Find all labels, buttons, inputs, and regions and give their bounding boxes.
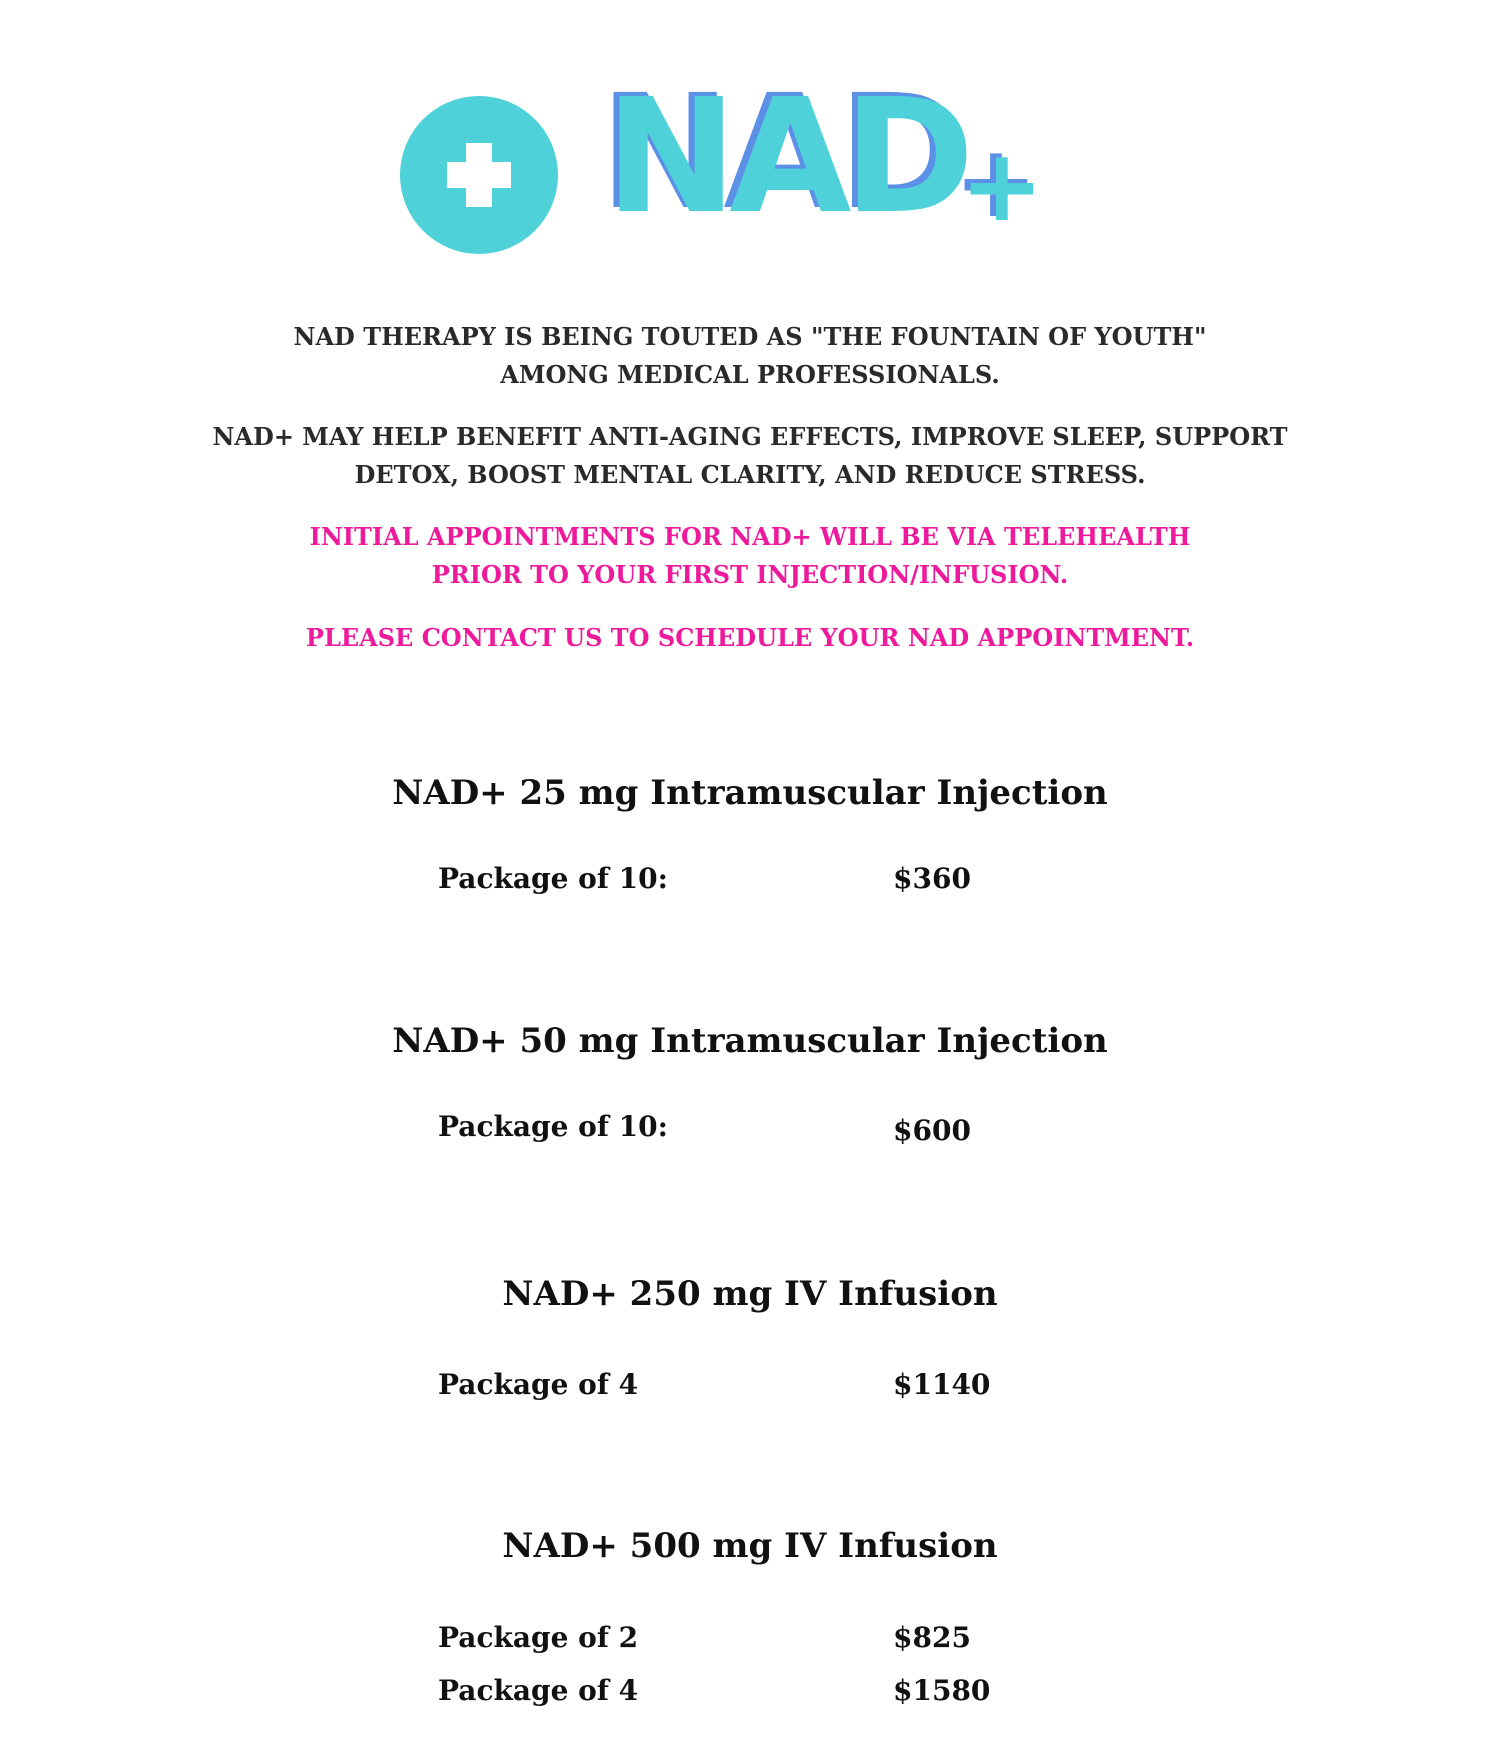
- package-label: Package of 10:: [438, 1110, 668, 1143]
- telehealth-line-1: INITIAL APPOINTMENTS FOR NAD+ WILL BE VIA TELEHEALTH: [309, 522, 1191, 551]
- package-price: $360: [893, 862, 971, 895]
- package-price: $1580: [893, 1674, 991, 1707]
- nad-logo: [400, 65, 1044, 256]
- plus-circle-icon: [400, 96, 558, 254]
- plus-icon-horizontal: [447, 162, 511, 188]
- logo-wordmark: NAD: [605, 65, 967, 249]
- section-title-500mg: NAD+ 500 mg IV Infusion: [502, 1526, 998, 1566]
- intro-line-2: AMONG MEDICAL PROFESSIONALS.: [500, 360, 1000, 389]
- contact-line: PLEASE CONTACT US TO SCHEDULE YOUR NAD APPOINTMENT.: [305, 623, 1195, 652]
- telehealth-line-2: PRIOR TO YOUR FIRST INJECTION/INFUSION.: [431, 560, 1069, 589]
- telehealth-notice: [0, 518, 1500, 594]
- contact-notice: [0, 619, 1500, 657]
- section-title-250mg: NAD+ 250 mg IV Infusion: [502, 1274, 998, 1314]
- package-label: Package of 2: [438, 1621, 639, 1654]
- package-price: $1140: [893, 1368, 991, 1401]
- intro-paragraph-1: [0, 318, 1500, 394]
- package-label: Package of 4: [438, 1368, 639, 1401]
- package-price: $825: [893, 1621, 971, 1654]
- intro-line-3: NAD+ MAY HELP BENEFIT ANTI-AGING EFFECTS, IMPROVE SLEEP, SUPPORT: [212, 422, 1288, 451]
- section-title-25mg: NAD+ 25 mg Intramuscular Injection: [392, 773, 1108, 813]
- intro-paragraph-2: [0, 418, 1500, 494]
- package-label: Package of 4: [438, 1674, 639, 1707]
- intro-line-1: NAD THERAPY IS BEING TOUTED AS "THE FOUNTAIN OF YOUTH": [293, 322, 1207, 351]
- intro-line-4: DETOX, BOOST MENTAL CLARITY, AND REDUCE STRESS.: [354, 460, 1146, 489]
- package-label: Package of 10:: [438, 862, 668, 895]
- package-price: $600: [893, 1114, 971, 1147]
- section-title-50mg: NAD+ 50 mg Intramuscular Injection: [392, 1021, 1108, 1061]
- logo-plus: +: [960, 127, 1044, 244]
